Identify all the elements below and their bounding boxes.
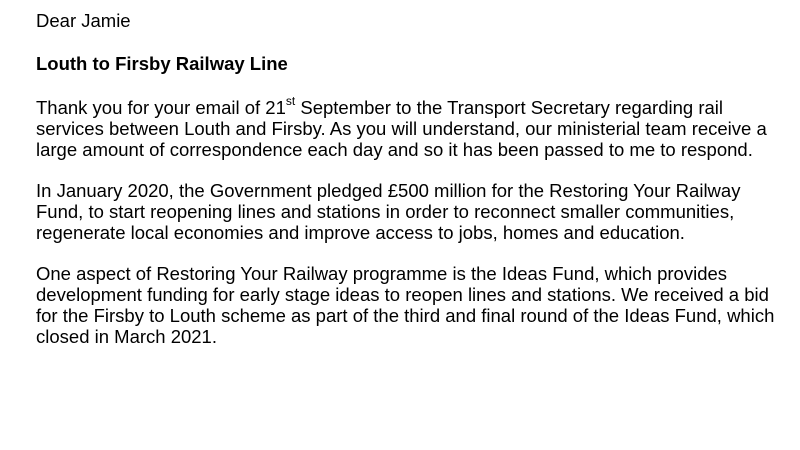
letter-subject: Louth to Firsby Railway Line [36,53,288,74]
paragraph-funding: In January 2020, the Government pledged £500 million for the Restoring Your Railway Fund, to start reopening lines and stations in order to reconnect smaller communities, regenerate local economies and improve access to jobs, homes and education. [36,180,741,243]
paragraph-acknowledgement-rest: September to the Transport Secretary regarding rail services between Louth and Firsby. As you will understand, our ministerial team receive a large amount of correspondence each day and so it has been passed to me to respond. [36,97,767,160]
salutation: Dear Jamie [36,10,131,31]
letter-body [36,10,786,347]
paragraph-acknowledgement-start: Thank you for your email of 21 [36,97,286,118]
paragraph-acknowledgement [36,93,786,160]
paragraph-ideas-fund: One aspect of Restoring Your Railway programme is the Ideas Fund, which provides development funding for early stage ideas to reopen lines and stations. We received a bid for the Firsby to Louth scheme as part of the third and final round of the Ideas Fund, which closed in March 2021. [36,263,775,347]
date-ordinal-suffix: st [285,93,296,108]
